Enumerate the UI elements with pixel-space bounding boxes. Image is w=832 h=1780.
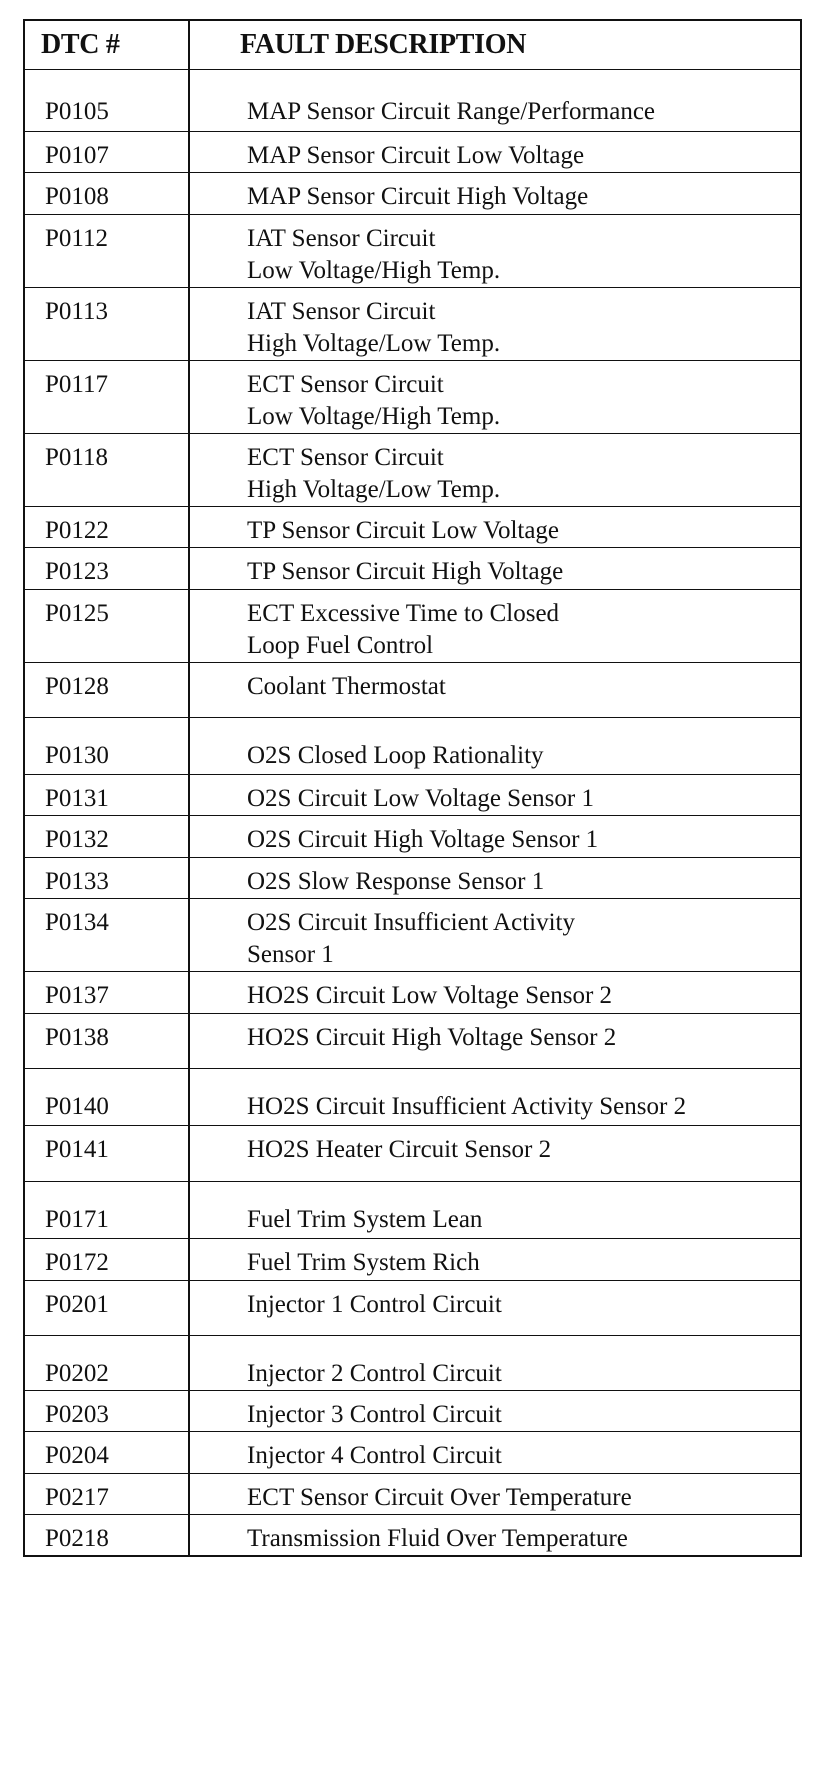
table-row [24, 718, 801, 775]
table-row [24, 548, 801, 590]
dtc-code-cell: P0122 [24, 507, 189, 548]
table-row [24, 507, 801, 548]
dtc-code-cell: P0171 [24, 1182, 189, 1239]
table-row [24, 132, 801, 173]
table-row [24, 288, 801, 361]
table-row [24, 816, 801, 858]
fault-description-cell: Fuel Trim System Lean [189, 1182, 801, 1239]
table-row [24, 70, 801, 132]
dtc-code-cell: P0130 [24, 718, 189, 775]
table-row [24, 1432, 801, 1474]
fault-description-cell: O2S Circuit Insufficient Activity Sensor 1 [189, 899, 801, 972]
table-row [24, 1515, 801, 1557]
dtc-code-cell: P0112 [24, 215, 189, 288]
dtc-code-cell: P0105 [24, 70, 189, 132]
table-row [24, 1069, 801, 1126]
fault-description-cell: O2S Circuit Low Voltage Sensor 1 [189, 775, 801, 816]
fault-description-cell: Injector 1 Control Circuit [189, 1281, 801, 1336]
fault-description-cell: TP Sensor Circuit High Voltage [189, 548, 801, 590]
dtc-code-cell: P0123 [24, 548, 189, 590]
dtc-code-cell: P0217 [24, 1474, 189, 1515]
fault-description-cell: HO2S Circuit Low Voltage Sensor 2 [189, 972, 801, 1014]
fault-description-cell: O2S Slow Response Sensor 1 [189, 858, 801, 899]
fault-description-cell: O2S Circuit High Voltage Sensor 1 [189, 816, 801, 858]
table-row [24, 972, 801, 1014]
dtc-code-cell: P0107 [24, 132, 189, 173]
table-row [24, 1014, 801, 1069]
dtc-code-cell: P0108 [24, 173, 189, 215]
fault-description-cell: IAT Sensor Circuit High Voltage/Low Temp. [189, 288, 801, 361]
dtc-code-cell: P0172 [24, 1239, 189, 1281]
table-body [24, 70, 801, 1557]
dtc-code-cell: P0117 [24, 361, 189, 434]
fault-description-cell: Injector 3 Control Circuit [189, 1391, 801, 1432]
table-row [24, 663, 801, 718]
dtc-code-cell: P0140 [24, 1069, 189, 1126]
fault-description-cell: Coolant Thermostat [189, 663, 801, 718]
dtc-code-cell: P0113 [24, 288, 189, 361]
dtc-code-cell: P0118 [24, 434, 189, 507]
fault-description-cell: ECT Sensor Circuit Over Temperature [189, 1474, 801, 1515]
table-row [24, 1281, 801, 1336]
fault-description-cell: MAP Sensor Circuit Low Voltage [189, 132, 801, 173]
table-row [24, 1391, 801, 1432]
dtc-code-cell: P0203 [24, 1391, 189, 1432]
dtc-code-cell: P0202 [24, 1336, 189, 1391]
fault-description-cell: O2S Closed Loop Rationality [189, 718, 801, 775]
fault-description-cell: ECT Excessive Time to Closed Loop Fuel Control [189, 590, 801, 663]
table-row [24, 1182, 801, 1239]
table-row [24, 858, 801, 899]
dtc-code-cell: P0131 [24, 775, 189, 816]
table-row [24, 775, 801, 816]
fault-description-cell: ECT Sensor Circuit Low Voltage/High Temp. [189, 361, 801, 434]
table-row [24, 434, 801, 507]
fault-description-cell: Fuel Trim System Rich [189, 1239, 801, 1281]
table-row [24, 361, 801, 434]
fault-description-cell: MAP Sensor Circuit High Voltage [189, 173, 801, 215]
dtc-code-cell: P0201 [24, 1281, 189, 1336]
dtc-column-header: DTC # [24, 20, 189, 70]
fault-description-cell: ECT Sensor Circuit High Voltage/Low Temp. [189, 434, 801, 507]
table-header-row [24, 20, 801, 70]
table-row [24, 173, 801, 215]
dtc-code-cell: P0137 [24, 972, 189, 1014]
dtc-code-cell: P0204 [24, 1432, 189, 1474]
table-row [24, 1474, 801, 1515]
fault-description-cell: Transmission Fluid Over Temperature [189, 1515, 801, 1557]
dtc-code-cell: P0133 [24, 858, 189, 899]
dtc-table [23, 19, 802, 1557]
table-row [24, 1126, 801, 1182]
table-row [24, 899, 801, 972]
table-row [24, 1336, 801, 1391]
table-row [24, 1239, 801, 1281]
dtc-code-cell: P0132 [24, 816, 189, 858]
table-row [24, 215, 801, 288]
fault-description-cell: HO2S Circuit High Voltage Sensor 2 [189, 1014, 801, 1069]
dtc-code-cell: P0125 [24, 590, 189, 663]
fault-description-cell: TP Sensor Circuit Low Voltage [189, 507, 801, 548]
dtc-code-cell: P0128 [24, 663, 189, 718]
fault-description-cell: HO2S Circuit Insufficient Activity Sensor 2 [189, 1069, 801, 1126]
dtc-code-cell: P0138 [24, 1014, 189, 1069]
fault-description-cell: MAP Sensor Circuit Range/Performance [189, 70, 801, 132]
dtc-code-cell: P0141 [24, 1126, 189, 1182]
dtc-code-cell: P0218 [24, 1515, 189, 1557]
fault-description-cell: Injector 4 Control Circuit [189, 1432, 801, 1474]
fault-description-column-header: FAULT DESCRIPTION [189, 20, 801, 70]
fault-description-cell: Injector 2 Control Circuit [189, 1336, 801, 1391]
fault-description-cell: HO2S Heater Circuit Sensor 2 [189, 1126, 801, 1182]
table-row [24, 590, 801, 663]
fault-description-cell: IAT Sensor Circuit Low Voltage/High Temp. [189, 215, 801, 288]
dtc-code-cell: P0134 [24, 899, 189, 972]
